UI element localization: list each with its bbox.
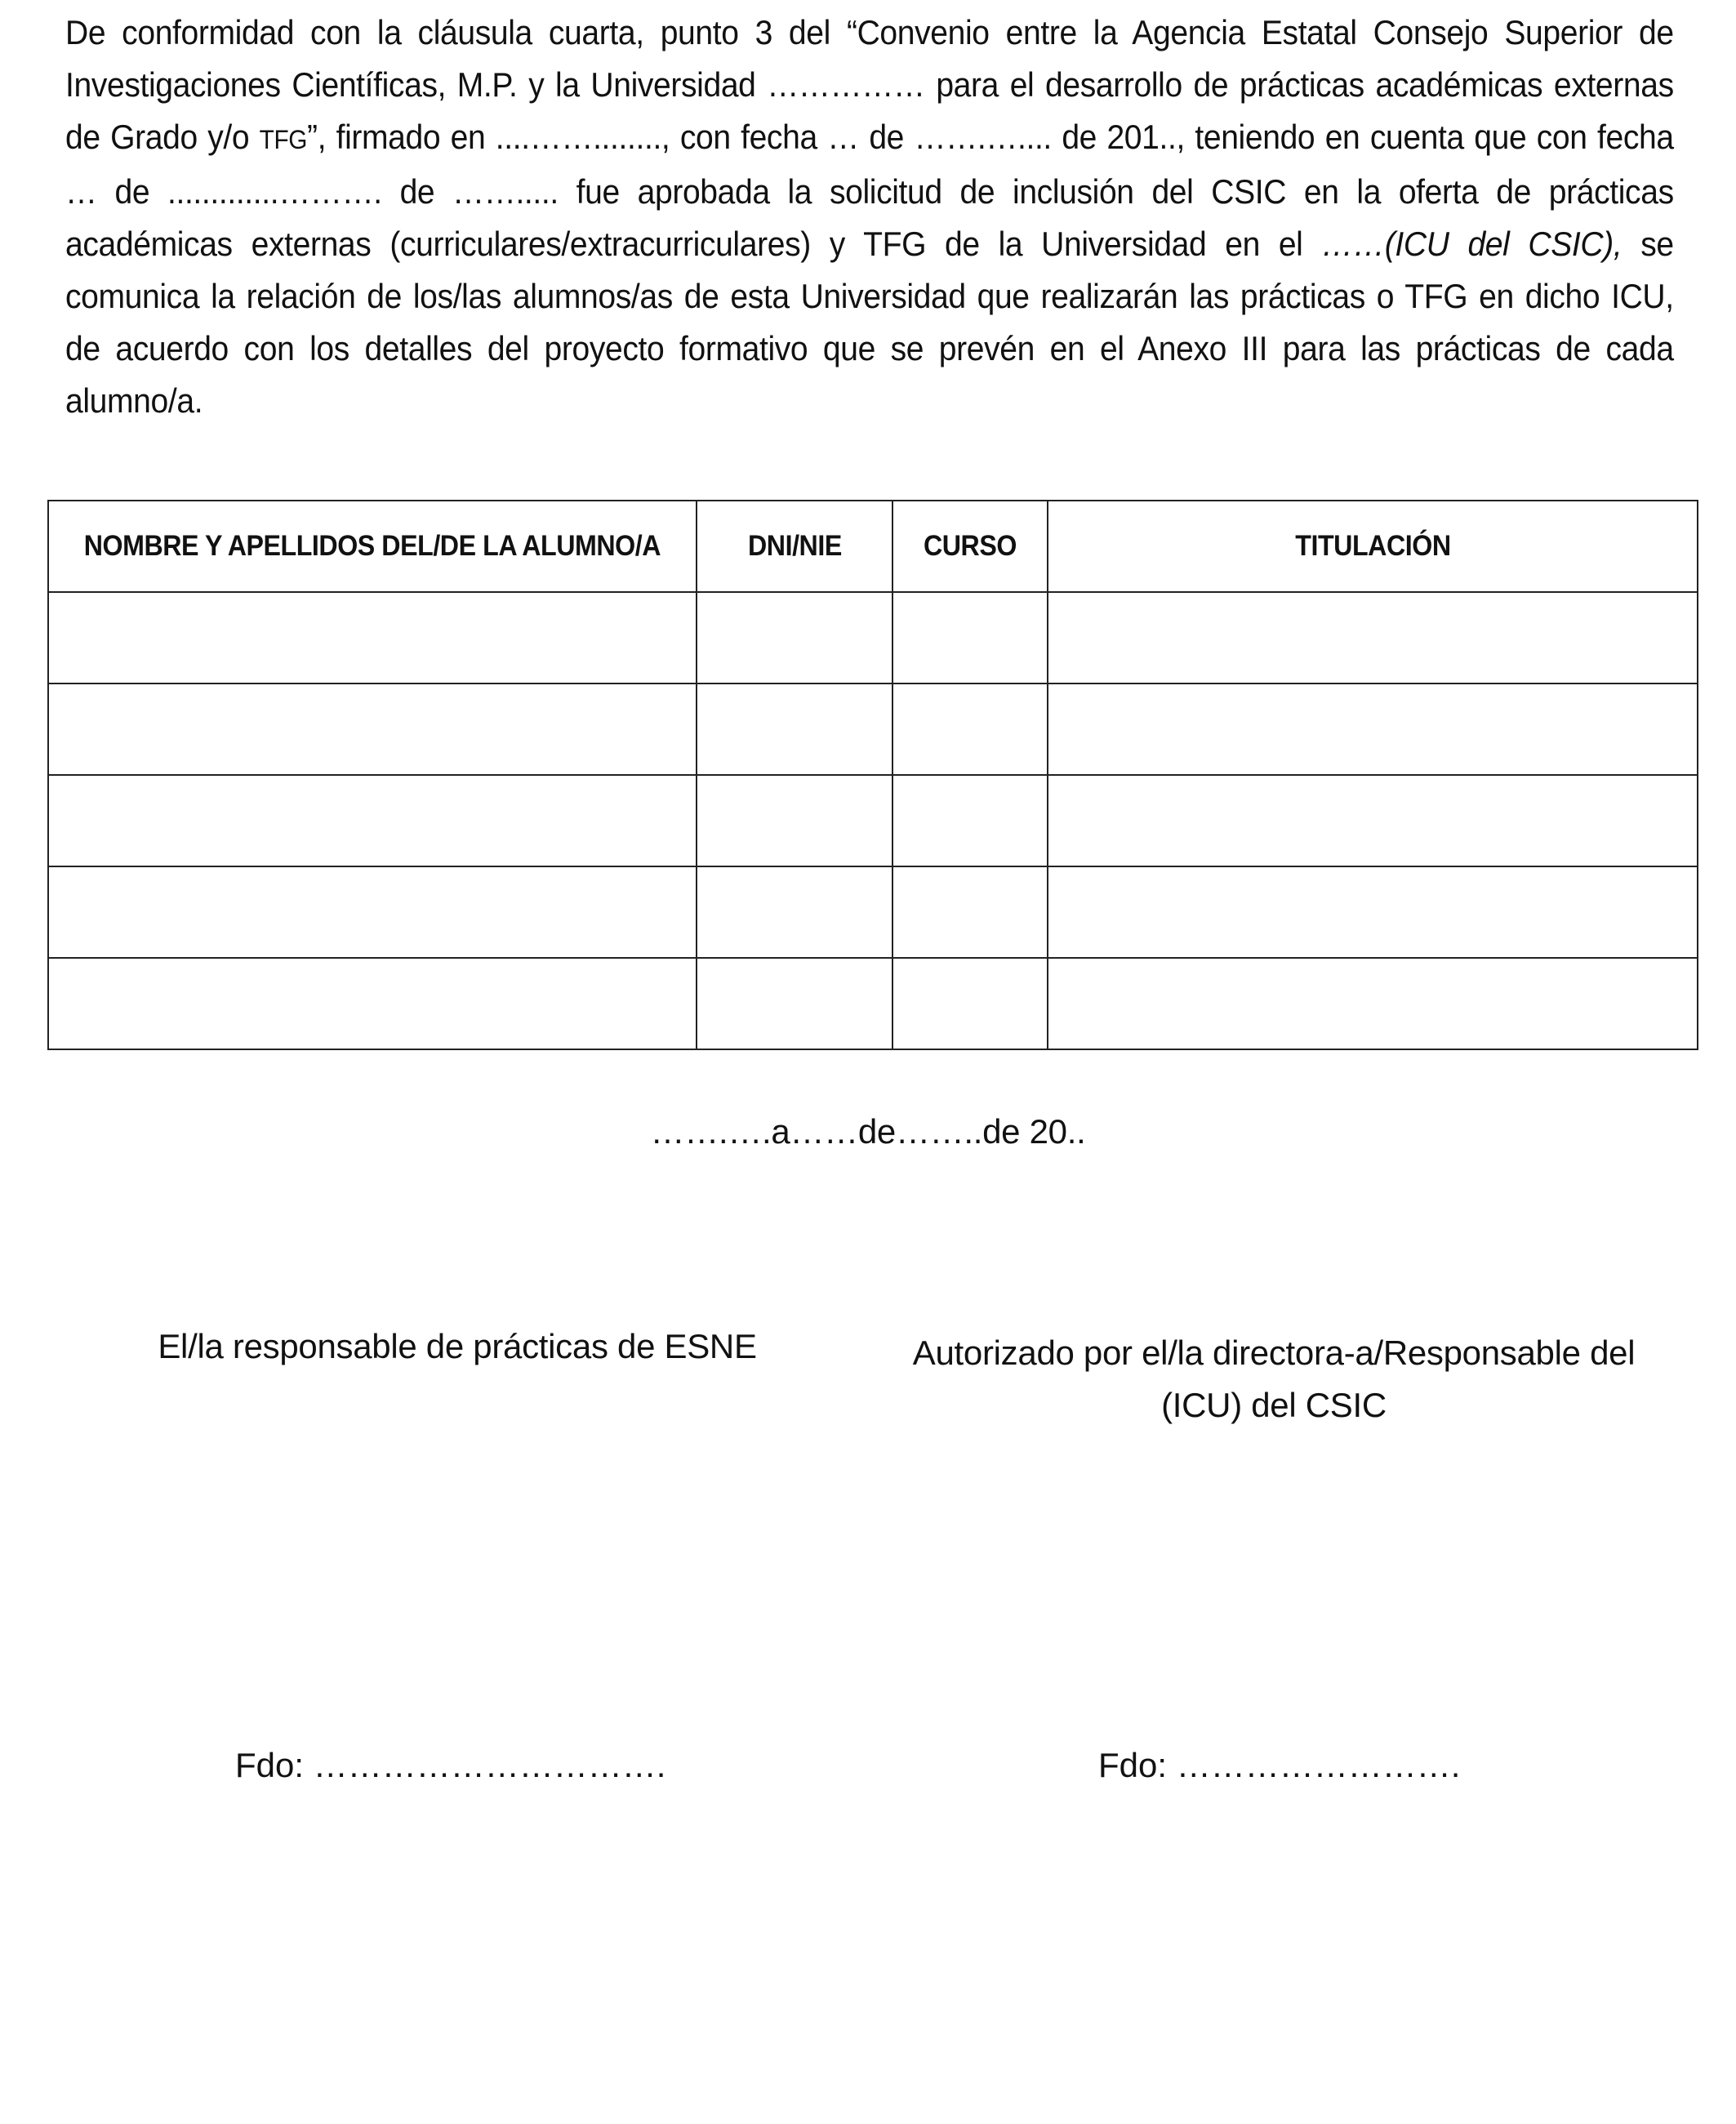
- cell-name[interactable]: [48, 958, 697, 1049]
- intro-text-part-3: se comunica la relación de los/las alumnos/as de esta Universidad que realizarán las prácticas o TFG en dicho ICU, de acuerdo con los detalles del proyecto formativo que se prevén en el Anexo III para las prácticas de cada alumno/a.: [65, 225, 1674, 420]
- cell-name[interactable]: [48, 592, 697, 684]
- intro-paragraph: [65, 7, 1674, 427]
- cell-titulacion[interactable]: [1048, 866, 1698, 958]
- column-header-dni: DNI/NIE: [697, 501, 892, 592]
- table-row: [48, 684, 1698, 775]
- cell-titulacion[interactable]: [1048, 684, 1698, 775]
- cell-name[interactable]: [48, 684, 697, 775]
- cell-curso[interactable]: [892, 958, 1048, 1049]
- cell-dni[interactable]: [697, 684, 892, 775]
- column-header-name: NOMBRE Y APELLIDOS DEL/DE LA ALUMNO/A: [48, 501, 697, 592]
- right-signatory-title-line-2: (ICU) del CSIC: [1161, 1386, 1387, 1424]
- left-signatory-title: El/la responsable de prácticas de ESNE: [158, 1327, 757, 1365]
- cell-dni[interactable]: [697, 958, 892, 1049]
- table-header-row: [48, 501, 1698, 592]
- cell-curso[interactable]: [892, 592, 1048, 684]
- cell-curso[interactable]: [892, 866, 1048, 958]
- table-row: [48, 775, 1698, 866]
- right-signature-line: Fdo: …………………….: [1098, 1746, 1461, 1784]
- icu-csic-placeholder: ……(ICU del CSIC),: [1321, 225, 1622, 263]
- table-row: [48, 592, 1698, 684]
- cell-curso[interactable]: [892, 684, 1048, 775]
- table-row: [48, 958, 1698, 1049]
- cell-dni[interactable]: [697, 775, 892, 866]
- left-signature-line: Fdo: ………………………….: [235, 1746, 666, 1784]
- table-row: [48, 866, 1698, 958]
- intro-text-part-1: De conformidad con la cláusula cuarta, punto 3 del “Convenio entre la Agencia Estatal Consejo Superior de Investigaciones Científicas, M.P. y la Universidad …………… para el desarrollo de prácticas académicas externas de Grado y/o: [65, 13, 1674, 156]
- cell-titulacion[interactable]: [1048, 592, 1698, 684]
- intro-text-part-2: ”, firmado en ....……........, con fecha … de …….….... de 201.., teniendo en cuenta que con fecha … de .............………. de ……..... fue aprobada la solicitud de inclusión del CSIC en la oferta de prácticas académicas externas (curriculares/extracurriculares) y TFG de la Universidad en el: [65, 118, 1674, 263]
- cell-name[interactable]: [48, 866, 697, 958]
- cell-titulacion[interactable]: [1048, 775, 1698, 866]
- column-header-titulacion: TITULACIÓN: [1048, 501, 1698, 592]
- cell-dni[interactable]: [697, 592, 892, 684]
- right-signatory-title-line-1: Autorizado por el/la directora-a/Responsable del: [912, 1334, 1636, 1372]
- students-table: [47, 500, 1698, 1050]
- cell-name[interactable]: [48, 775, 697, 866]
- column-header-curso: CURSO: [892, 501, 1048, 592]
- right-signatory-title: [886, 1327, 1662, 1432]
- cell-titulacion[interactable]: [1048, 958, 1698, 1049]
- tfg-abbreviation: TFG: [259, 125, 308, 154]
- place-and-date-line: …….….a……de……..de 20..: [650, 1112, 1086, 1151]
- cell-curso[interactable]: [892, 775, 1048, 866]
- cell-dni[interactable]: [697, 866, 892, 958]
